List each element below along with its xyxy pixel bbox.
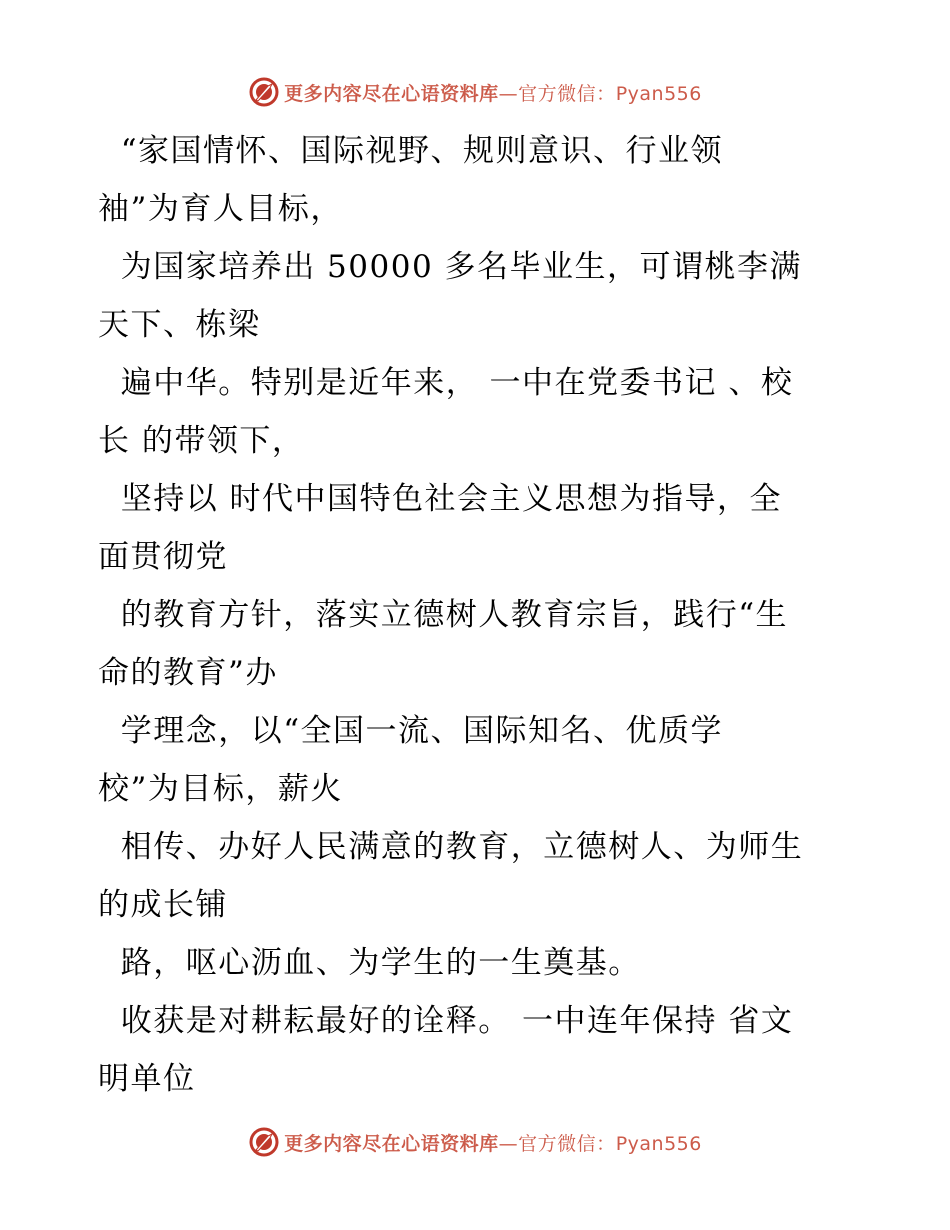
text-line: 天下、栋梁 <box>98 307 261 343</box>
text-line: 校”为目标，薪火 <box>98 771 343 807</box>
text-line: 路，呕心沥血、为学生的一生奠基。 <box>98 945 641 981</box>
text-line: 命的教育”办 <box>98 655 278 691</box>
footer-watermark <box>0 1122 950 1162</box>
text-line: 的成长铺 <box>98 887 228 923</box>
text-line: “家国情怀、国际视野、规则意识、行业领 <box>98 133 724 169</box>
watermark-text: 更多内容尽在心语资料库—官方微信：Pyan556 <box>284 1132 702 1155</box>
text-line: 明单位 <box>98 1061 196 1097</box>
header-watermark <box>0 72 950 112</box>
text-line: 相传、办好人民满意的教育，立德树人、为师生 <box>98 829 804 865</box>
fountain-pen-seal-icon <box>248 76 280 108</box>
text-line: 坚持以 时代中国特色社会主义思想为指导，全 <box>98 481 783 517</box>
text-line: 长 的带领下， <box>98 423 305 459</box>
fountain-pen-seal-icon <box>248 1126 280 1158</box>
text-line: 收获是对耕耘最好的诠释。 一中连年保持 省文 <box>98 1003 794 1039</box>
watermark-text: 更多内容尽在心语资料库—官方微信：Pyan556 <box>284 82 702 105</box>
text-line: 为国家培养出 50000 多名毕业生，可谓桃李满 <box>98 249 803 285</box>
text-line: 面贯彻党 <box>98 539 228 575</box>
document-body <box>98 122 858 1108</box>
text-line: 的教育方针，落实立德树人教育宗旨，践行“生 <box>98 597 789 633</box>
text-line: 遍中华。特别是近年来， 一中在党委书记 、校 <box>98 365 794 401</box>
text-line: 袖”为育人目标， <box>98 191 343 227</box>
text-line: 学理念，以“全国一流、国际知名、优质学 <box>98 713 724 749</box>
